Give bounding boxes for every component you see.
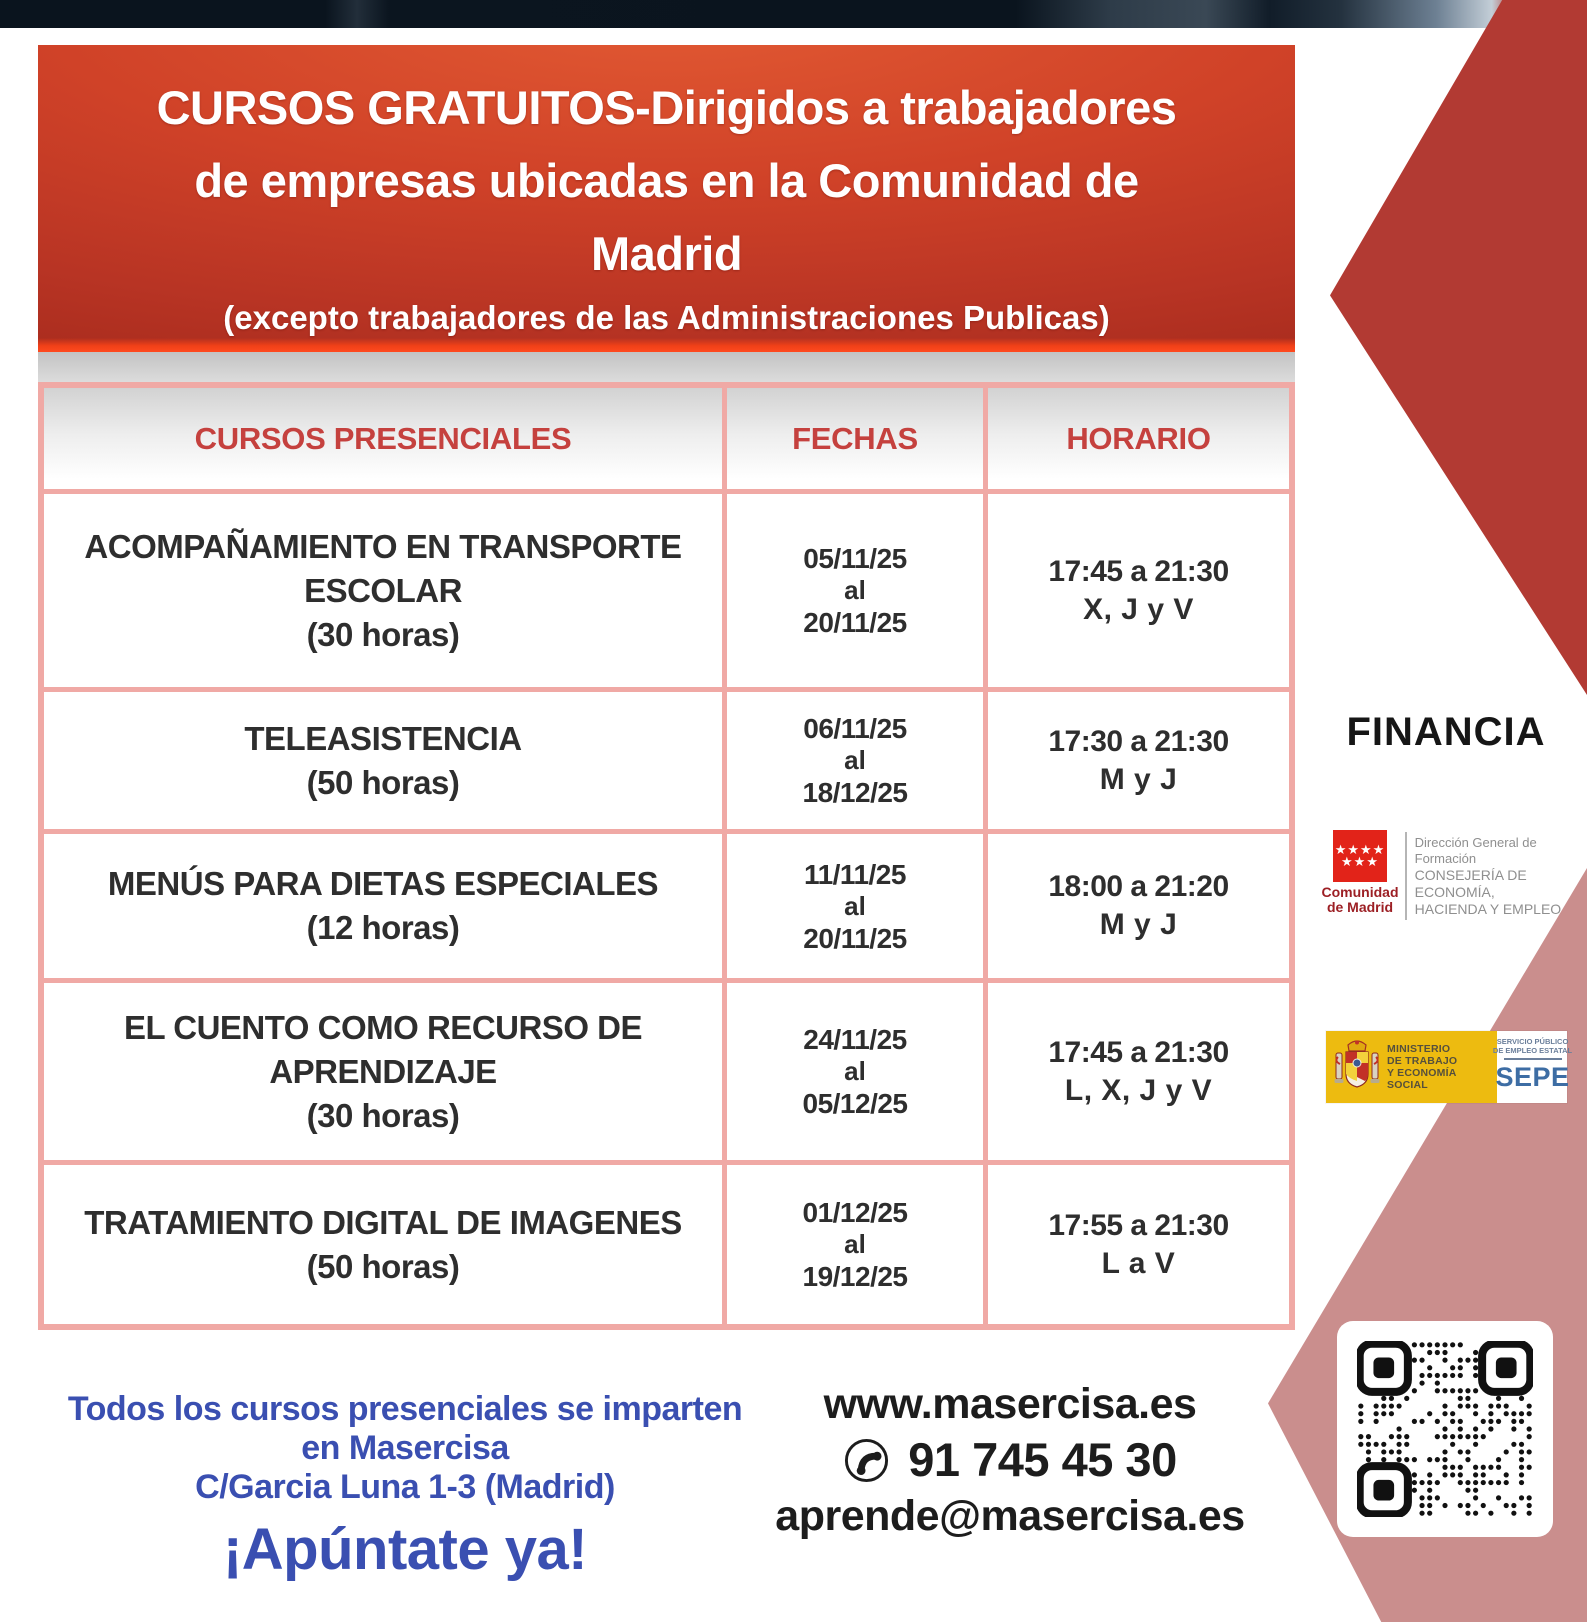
- phone-row: [745, 1432, 1275, 1488]
- table-row-schedule: 18:00 a 21:20 M y J: [988, 834, 1289, 983]
- column-header-horario: HORARIO: [988, 388, 1289, 494]
- signup-cta: ¡Apúntate ya!: [222, 1517, 588, 1582]
- title-banner: [38, 45, 1295, 352]
- qr-code-card: [1337, 1321, 1553, 1537]
- sepe-wordmark: SEPE: [1495, 1062, 1570, 1092]
- column-header-cursos: CURSOS PRESENCIALES: [44, 388, 727, 494]
- ministerio-text: MINISTERIO DE TRABAJO Y ECONOMÍA SOCIAL: [1387, 1043, 1458, 1091]
- courses-table: [38, 382, 1295, 1330]
- table-row-schedule: 17:30 a 21:30 M y J: [988, 692, 1289, 834]
- table-row-dates: 11/11/25 al 20/11/25: [727, 834, 988, 983]
- website-text: www.masercisa.es: [823, 1380, 1197, 1428]
- madrid-flag-icon: ★★★★ ★★★: [1333, 830, 1387, 882]
- table-row-schedule: 17:45 a 21:30 X, J y V: [988, 494, 1289, 692]
- ministerio-sepe-logo: [1326, 1031, 1573, 1103]
- consejeria-text: Dirección General de Formación CONSEJERÍA DE ECONOMÍA, HACIENDA Y EMPLEO: [1414, 835, 1562, 917]
- red-arrow-decoration: [1330, 0, 1587, 695]
- qr-code: [1357, 1341, 1533, 1517]
- table-row-dates: 05/11/25 al 20/11/25: [727, 494, 988, 692]
- phone-number: 91 745 45 30: [908, 1433, 1177, 1486]
- banner-glow-line: [38, 338, 1295, 352]
- table-row-course: ACOMPAÑAMIENTO EN TRANSPORTE ESCOLAR (30 horas): [44, 494, 727, 692]
- notice-line1: Todos los cursos presenciales se imparten: [67, 1390, 743, 1428]
- logo-divider: [1405, 832, 1407, 920]
- table-row-dates: 24/11/25 al 05/12/25: [727, 983, 988, 1165]
- comunidad-name: Comunidad de Madrid: [1321, 884, 1399, 915]
- email-text: aprende@masercisa.es: [775, 1492, 1245, 1540]
- banner-subtitle: (excepto trabajadores de las Administraciones Publicas): [223, 299, 1110, 336]
- notice-line2: en Masercisa: [301, 1429, 509, 1467]
- table-row-dates: 01/12/25 al 19/12/25: [727, 1165, 988, 1324]
- table-row-schedule: 17:45 a 21:30 L, X, J y V: [988, 983, 1289, 1165]
- table-row-dates: 06/11/25 al 18/12/25: [727, 692, 988, 834]
- contact-block: [745, 1378, 1275, 1542]
- gray-gradient-strip: [38, 352, 1295, 382]
- spain-coat-of-arms-icon: [1334, 1039, 1380, 1095]
- location-notice: [40, 1390, 770, 1585]
- madrid-flag-block: [1321, 830, 1399, 920]
- table-row-course: TELEASISTENCIA (50 horas): [44, 692, 727, 834]
- sepe-panel: SERVICIO PÚBLICO DE EMPLEO ESTATAL SEPE: [1497, 1031, 1567, 1103]
- table-row-course: MENÚS PARA DIETAS ESPECIALES (12 horas): [44, 834, 727, 983]
- table-row-course: EL CUENTO COMO RECURSO DE APRENDIZAJE (30 horas): [44, 983, 727, 1165]
- notice-line3: C/Garcia Luna 1-3 (Madrid): [195, 1468, 615, 1506]
- column-header-fechas: FECHAS: [727, 388, 988, 494]
- table-row-course: TRATAMIENTO DIGITAL DE IMAGENES (50 horas): [44, 1165, 727, 1324]
- phone-icon: [843, 1437, 890, 1484]
- banner-title-line3: Madrid: [590, 227, 743, 280]
- ministerio-yellow-panel: [1326, 1031, 1497, 1103]
- banner-title-line1: CURSOS GRATUITOS-Dirigidos a trabajadores: [156, 81, 1177, 134]
- banner-title-line2: de empresas ubicadas en la Comunidad de: [194, 154, 1139, 207]
- comunidad-madrid-logo: [1321, 830, 1575, 920]
- top-navy-bar: [0, 0, 1587, 28]
- financia-label: FINANCIA: [1346, 710, 1546, 754]
- table-row-schedule: 17:55 a 21:30 L a V: [1048, 1208, 1229, 1280]
